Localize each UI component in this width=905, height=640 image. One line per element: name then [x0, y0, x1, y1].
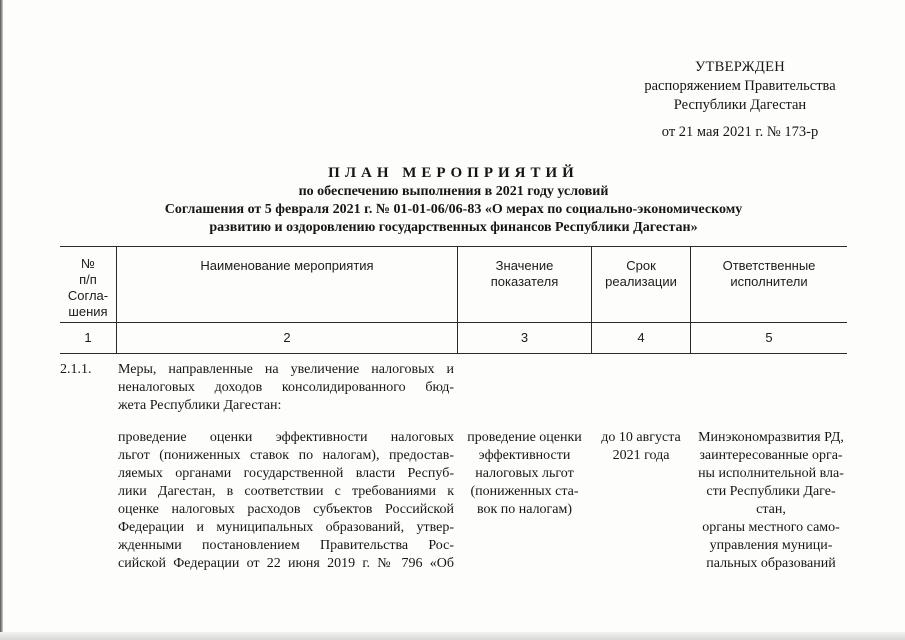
title-main: ПЛАН МЕРОПРИЯТИЙ: [328, 165, 579, 181]
header-executors-line-1: Ответственные: [722, 258, 816, 273]
header-indicator-line-2: показателя: [490, 274, 559, 289]
activity-name-line-4: лики Дагестан, в соответствии с требованиями к: [118, 484, 454, 499]
indicator-line-4: (пониженных ста-: [470, 484, 579, 499]
activity-name-line-3: ляемых органами государственной власти Респуб-: [118, 466, 454, 481]
activity-name: [118, 429, 454, 573]
header-activity-name: Наименование мероприятия: [200, 258, 374, 273]
approval-date: от 21 мая 2021 г. № 173-р: [661, 124, 819, 140]
header-indicator-line-1: Значение: [495, 258, 554, 273]
indicator-line-2: эффективности: [478, 448, 571, 463]
deadline: [592, 429, 690, 465]
deadline-line-1: до 10 августа: [601, 430, 681, 445]
executors-line-1: Минэкономразвития РД,: [698, 430, 844, 445]
scan-bottom-edge: [0, 632, 905, 640]
activity-name-line-7: жденными постановлением Правительства Рос-: [118, 538, 454, 553]
header-deadline: [592, 258, 690, 290]
column-number-3: 3: [520, 330, 529, 345]
approval-heading: УТВЕРЖДЕН: [694, 59, 786, 75]
section-title: [118, 361, 454, 415]
executors: [691, 429, 851, 573]
executors-line-6: органы местного само-: [702, 520, 840, 535]
title-line-1: по обеспечению выполнения в 2021 году условий: [298, 184, 609, 199]
activity-name-line-8: сийской Федерации от 22 июня 2019 г. № 796 «Об: [118, 556, 454, 571]
header-number-line-4: шения: [68, 304, 108, 319]
title-line-2: Соглашения от 5 февраля 2021 г. № 01-01-06/06-83 «О мерах по социально-экономическому: [164, 202, 743, 217]
column-number-5: 5: [765, 330, 773, 345]
header-number-line-3: Согла-: [67, 288, 109, 303]
section-title-line-3: жета Республики Дагестан:: [118, 398, 282, 413]
header-number: [60, 256, 116, 320]
indicator-line-3: налоговых льгот: [475, 466, 574, 481]
document-title: [60, 164, 847, 237]
header-number-line-1: №: [81, 256, 95, 271]
column-number-1: 1: [84, 330, 92, 345]
table-numbering-border: [60, 353, 847, 354]
header-indicator-value: [458, 258, 591, 290]
header-executors: [691, 258, 847, 290]
column-number-4: 4: [637, 330, 645, 345]
header-number-line-2: п/п: [79, 272, 97, 287]
table-header-border: [60, 322, 847, 323]
approval-block: [600, 58, 880, 142]
section-number: 2.1.1.: [60, 362, 92, 377]
indicator-value: [458, 429, 591, 519]
title-line-3: развитию и оздоровлению государственных финансов Республики Дагестан»: [209, 220, 698, 235]
approval-line-1: распоряжением Правительства: [644, 78, 836, 94]
column-number-2: 2: [283, 330, 291, 345]
indicator-line-5: вок по налогам): [476, 502, 573, 517]
activity-name-line-1: проведение оценки эффективности налоговых: [118, 430, 454, 445]
executors-line-8: пальных образований: [706, 556, 836, 571]
header-deadline-line-1: Срок: [626, 258, 656, 273]
activity-name-line-6: Федерации и муниципальных образований, утвер-: [118, 520, 454, 535]
executors-line-4: сти Республики Даге-: [706, 484, 836, 499]
approval-line-2: Республики Дагестан: [673, 97, 807, 113]
executors-line-2: заинтересованные орга-: [699, 448, 843, 463]
header-deadline-line-2: реализации: [605, 274, 677, 289]
scan-edge: [0, 0, 3, 640]
executors-line-5: стан,: [756, 502, 786, 517]
indicator-line-1: проведение оценки: [467, 430, 582, 445]
executors-line-7: управления муници-: [709, 538, 833, 553]
activity-name-line-2: льгот (пониженных ставок по налогам), предостав-: [118, 448, 454, 463]
deadline-line-2: 2021 года: [612, 448, 670, 463]
table-top-border: [60, 246, 847, 247]
activity-name-line-5: оценке налоговых расходов субъектов Российской: [118, 502, 454, 517]
section-title-line-2: неналоговых доходов консолидированного бюд-: [118, 380, 454, 395]
header-executors-line-2: исполнители: [730, 274, 808, 289]
section-title-line-1: Меры, направленные на увеличение налоговых и: [118, 362, 454, 377]
executors-line-3: ны исполнительной вла-: [698, 466, 844, 481]
